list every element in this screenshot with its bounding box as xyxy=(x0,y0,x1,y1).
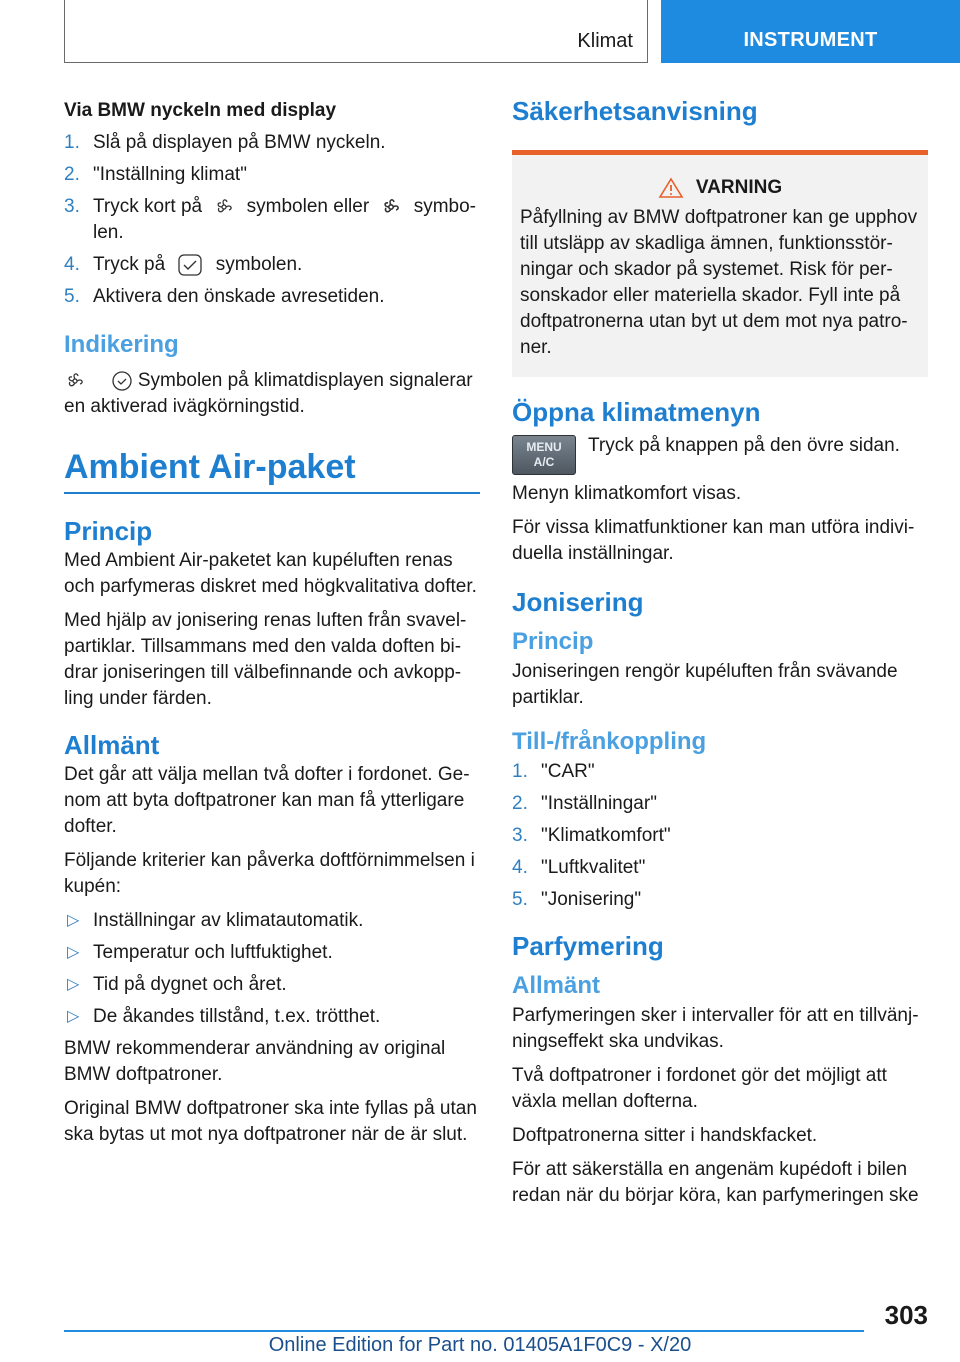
step-item: 5. "Jonisering" xyxy=(512,889,642,910)
via-heading: Via BMW nyckeln med display xyxy=(64,100,337,121)
step-item: 2. "Inställning klimat" xyxy=(64,164,247,185)
list-item: ▷ Inställningar av klimatautomatik. xyxy=(64,908,480,934)
warning-title: VARNING xyxy=(520,175,920,201)
princip-p2: Med hjälp av jonisering renas luften från svavel-partiklar. Tillsammans med den valda doften bi-drar joniseringen till välbefinnande och avkopp-ling under färden. xyxy=(64,610,467,709)
jon-princip-text: Joniseringen rengör kupéluften från svävande partiklar. xyxy=(512,661,898,708)
header-box xyxy=(64,0,648,63)
confirm-icon xyxy=(170,253,210,277)
parf-allmant-heading: Allmänt xyxy=(512,972,601,999)
list-item: ▷ Temperatur och luftfuktighet. xyxy=(64,940,480,966)
princip-heading: Princip xyxy=(64,516,153,546)
oppna-heading: Öppna klimatmenyn xyxy=(512,397,761,427)
princip-p1: Med Ambient Air-paketet kan kupéluften renas och parfymeras diskret med högkvalitativa dofter. xyxy=(64,550,477,597)
step-item: 1. "CAR" xyxy=(512,761,595,782)
indikering-text: Symbolen på klimatdisplayen signalerar en aktiverad ivägkörningstid. xyxy=(64,370,473,417)
check-circle-icon xyxy=(111,370,133,392)
left-column xyxy=(64,98,480,1156)
fan-icon xyxy=(64,370,86,392)
parf-p4: För att säkerställa en angenäm kupédoft i bilen redan när du börjar köra, kan parfymeringen ske xyxy=(512,1159,919,1206)
step-item: 4. Tryck på symbolen. xyxy=(64,254,303,275)
list-item: ▷ Tid på dygnet och året. xyxy=(64,972,480,998)
list-item: ▷ De åkandes tillstånd, t.ex. trötthet. xyxy=(64,1004,480,1030)
warning-triangle-icon xyxy=(658,177,684,199)
indikering-heading: Indikering xyxy=(64,331,179,358)
right-column xyxy=(512,98,928,1217)
parf-p3: Doftpatronerna sitter i handskfacket. xyxy=(512,1125,818,1146)
warning-text: Påfyllning av BMW doftpatroner kan ge upphov till utsläpp av skadliga ämnen, funktionsstör-ningar och skador på systemet. Risk för per-sonskador eller materiella skador. Fyll inte på doftpatronerna utan byt ut dem mot nya patro-ner. xyxy=(520,207,918,358)
step-item: 4. "Luftkvalitet" xyxy=(512,857,646,878)
oppna-p2: Menyn klimatkomfort visas. xyxy=(512,483,742,504)
step-item: 1. Slå på displayen på BMW nyckeln. xyxy=(64,132,386,153)
menu-ac-button-icon: MENU A/C xyxy=(512,435,576,475)
fan-icon xyxy=(374,196,408,218)
footer-edition: Online Edition for Part no. 01405A1F0C9 - X/20 xyxy=(268,1334,692,1356)
step-item: 3. "Klimatkomfort" xyxy=(512,825,671,846)
chapter-tab[interactable]: INSTRUMENT xyxy=(661,0,960,63)
fan-icon xyxy=(207,196,241,218)
step-item: 3. Tryck kort på symbolen eller symbo-len. xyxy=(64,196,477,243)
section-title: Klimat xyxy=(577,30,633,52)
allmant-p2: Följande kriterier kan påverka doftförnimmelsen i kupén: xyxy=(64,850,475,897)
footer-divider xyxy=(64,1330,864,1332)
triangle-bullet-icon: ▷ xyxy=(67,912,80,929)
warning-box xyxy=(512,150,928,377)
allmant-p4: Original BMW doftpatroner ska inte fyllas på utan ska bytas ut mot nya doftpatroner när de är slut. xyxy=(64,1098,477,1145)
step-item: 5. Aktivera den önskade avresetiden. xyxy=(64,286,385,307)
parf-p1: Parfymeringen sker i intervaller för att en tillvänj-ningseffekt ska undvikas. xyxy=(512,1005,919,1052)
jon-princip-heading: Princip xyxy=(512,628,594,655)
via-steps xyxy=(64,130,480,310)
triangle-bullet-icon: ▷ xyxy=(67,1008,80,1025)
ambient-heading: Ambient Air-paket xyxy=(64,454,480,494)
allmant-p1: Det går att välja mellan två dofter i fordonet. Ge-nom att byta doftpatroner kan man få ytterligare dofter. xyxy=(64,764,470,837)
triangle-bullet-icon: ▷ xyxy=(67,976,80,993)
parfymering-heading: Parfymering xyxy=(512,931,664,961)
step-item: 2. "Inställningar" xyxy=(512,793,657,814)
till-steps xyxy=(512,759,928,913)
criteria-list xyxy=(64,908,480,1030)
parf-p2: Två doftpatroner i fordonet gör det möjligt att växla mellan dofterna. xyxy=(512,1065,887,1112)
jonisering-heading: Jonisering xyxy=(512,587,644,617)
oppna-p1: Tryck på knappen på den övre sidan. xyxy=(588,435,900,456)
allmant-p3: BMW rekommenderar användning av original BMW doftpatroner. xyxy=(64,1038,446,1085)
page-number: 303 xyxy=(884,1300,928,1330)
allmant-heading: Allmänt xyxy=(64,730,160,760)
oppna-p3: För vissa klimatfunktioner kan man utföra indivi-duella inställningar. xyxy=(512,517,915,564)
till-heading: Till-/frånkoppling xyxy=(512,728,707,755)
sakerhet-heading: Säkerhetsanvisning xyxy=(512,96,758,126)
triangle-bullet-icon: ▷ xyxy=(67,944,80,961)
